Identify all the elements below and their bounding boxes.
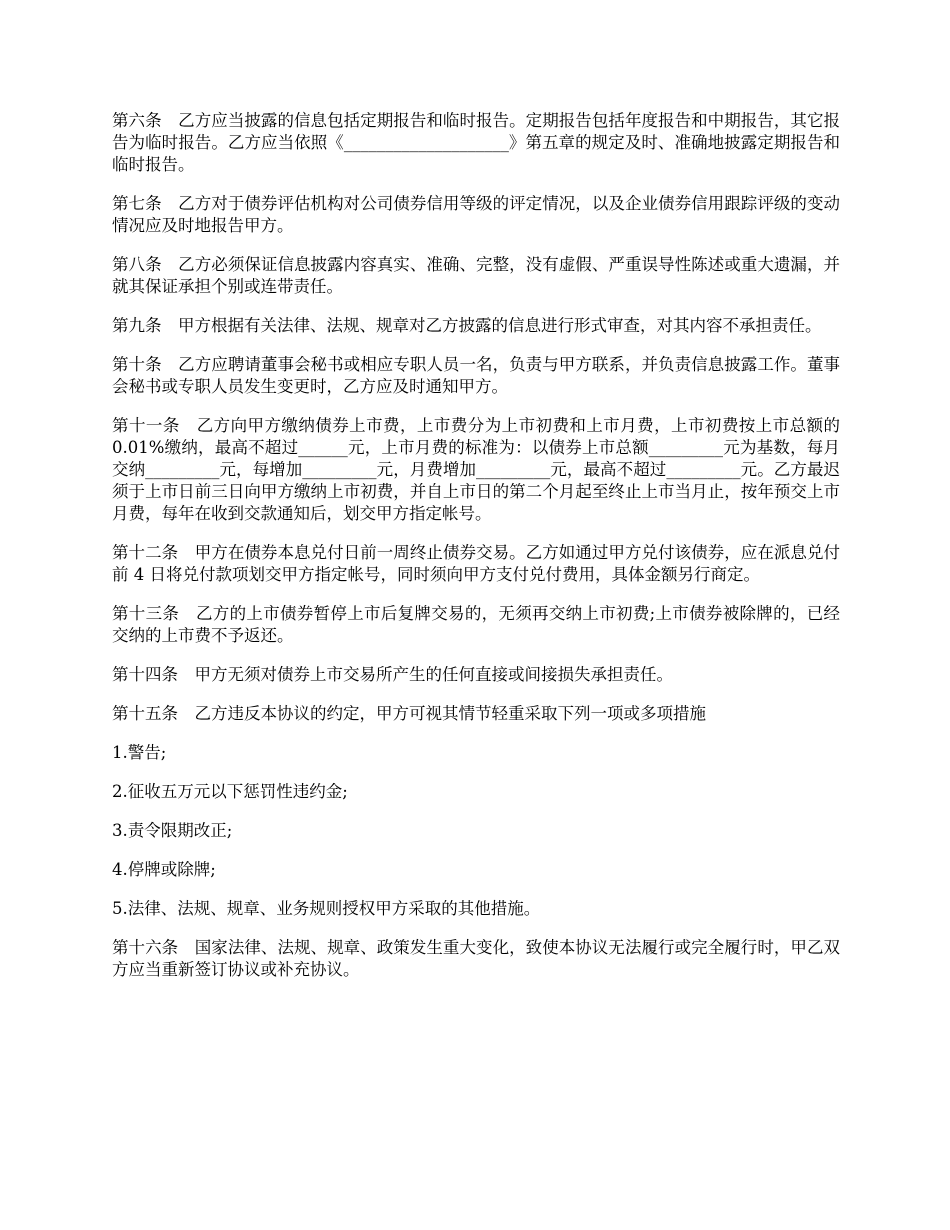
article-12: 第十二条 甲方在债券本息兑付日前一周终止债券交易。乙方如通过甲方兑付该债券，应在派息兑付前 4 日将兑付款项划交甲方指定帐号，同时须向甲方支付兑付费用，具体金额另行商定。 bbox=[112, 543, 840, 584]
measure-item-4: 4.停牌或除牌; bbox=[112, 860, 216, 879]
article-14: 第十四条 甲方无须对债券上市交易所产生的任何直接或间接损失承担责任。 bbox=[112, 665, 673, 684]
article-6: 第六条 乙方应当披露的信息包括定期报告和临时报告。定期报告包括年度报告和中期报告，其它报告为临时报告。乙方应当依照《____________________》第五章的规定及时、准确地披露定期报告和临时报告。 bbox=[112, 111, 840, 174]
article-11: 第十一条 乙方向甲方缴纳债券上市费，上市费分为上市初费和上市月费，上市初费按上市总额的 0.01%缴纳，最高不超过______元，上市月费的标准为：以债券上市总额_________元为基数，每月交纳_________元，每增加_________元，月费增加_________元，最高不超过_________元。乙方最迟须于上市日前三日向甲方缴纳上市初费，并自上市日的第二个月起至终止上市当月止，按年预交上市月费，每年在收到交款通知后，划交甲方指定帐号。 bbox=[112, 416, 840, 523]
document-body bbox=[112, 110, 840, 998]
article-8: 第八条 乙方必须保证信息披露内容真实、准确、完整，没有虚假、严重误导性陈述或重大遗漏，并就其保证承担个别或连带责任。 bbox=[112, 255, 840, 296]
measure-item-3: 3.责令限期改正; bbox=[112, 821, 233, 840]
article-9: 第九条 甲方根据有关法律、法规、规章对乙方披露的信息进行形式审查，对其内容不承担责任。 bbox=[112, 316, 822, 335]
measure-item-2: 2.征收五万元以下惩罚性违约金; bbox=[112, 782, 348, 801]
article-7: 第七条 乙方对于债券评估机构对公司债券信用等级的评定情况，以及企业债券信用跟踪评级的变动情况应及时地报告甲方。 bbox=[112, 194, 840, 235]
article-15: 第十五条 乙方违反本协议的约定，甲方可视其情节轻重采取下列一项或多项措施 bbox=[112, 704, 706, 723]
measure-item-5: 5.法律、法规、规章、业务规则授权甲方采取的其他措施。 bbox=[112, 899, 541, 918]
article-10: 第十条 乙方应聘请董事会秘书或相应专职人员一名，负责与甲方联系，并负责信息披露工作。董事会秘书或专职人员发生变更时，乙方应及时通知甲方。 bbox=[112, 355, 840, 396]
measure-item-1: 1.警告; bbox=[112, 743, 167, 762]
article-13: 第十三条 乙方的上市债券暂停上市后复牌交易的，无须再交纳上市初费;上市债券被除牌的，已经交纳的上市费不予返还。 bbox=[112, 604, 840, 645]
article-16: 第十六条 国家法律、法规、规章、政策发生重大变化，致使本协议无法履行或完全履行时，甲乙双方应当重新签订协议或补充协议。 bbox=[112, 938, 840, 979]
